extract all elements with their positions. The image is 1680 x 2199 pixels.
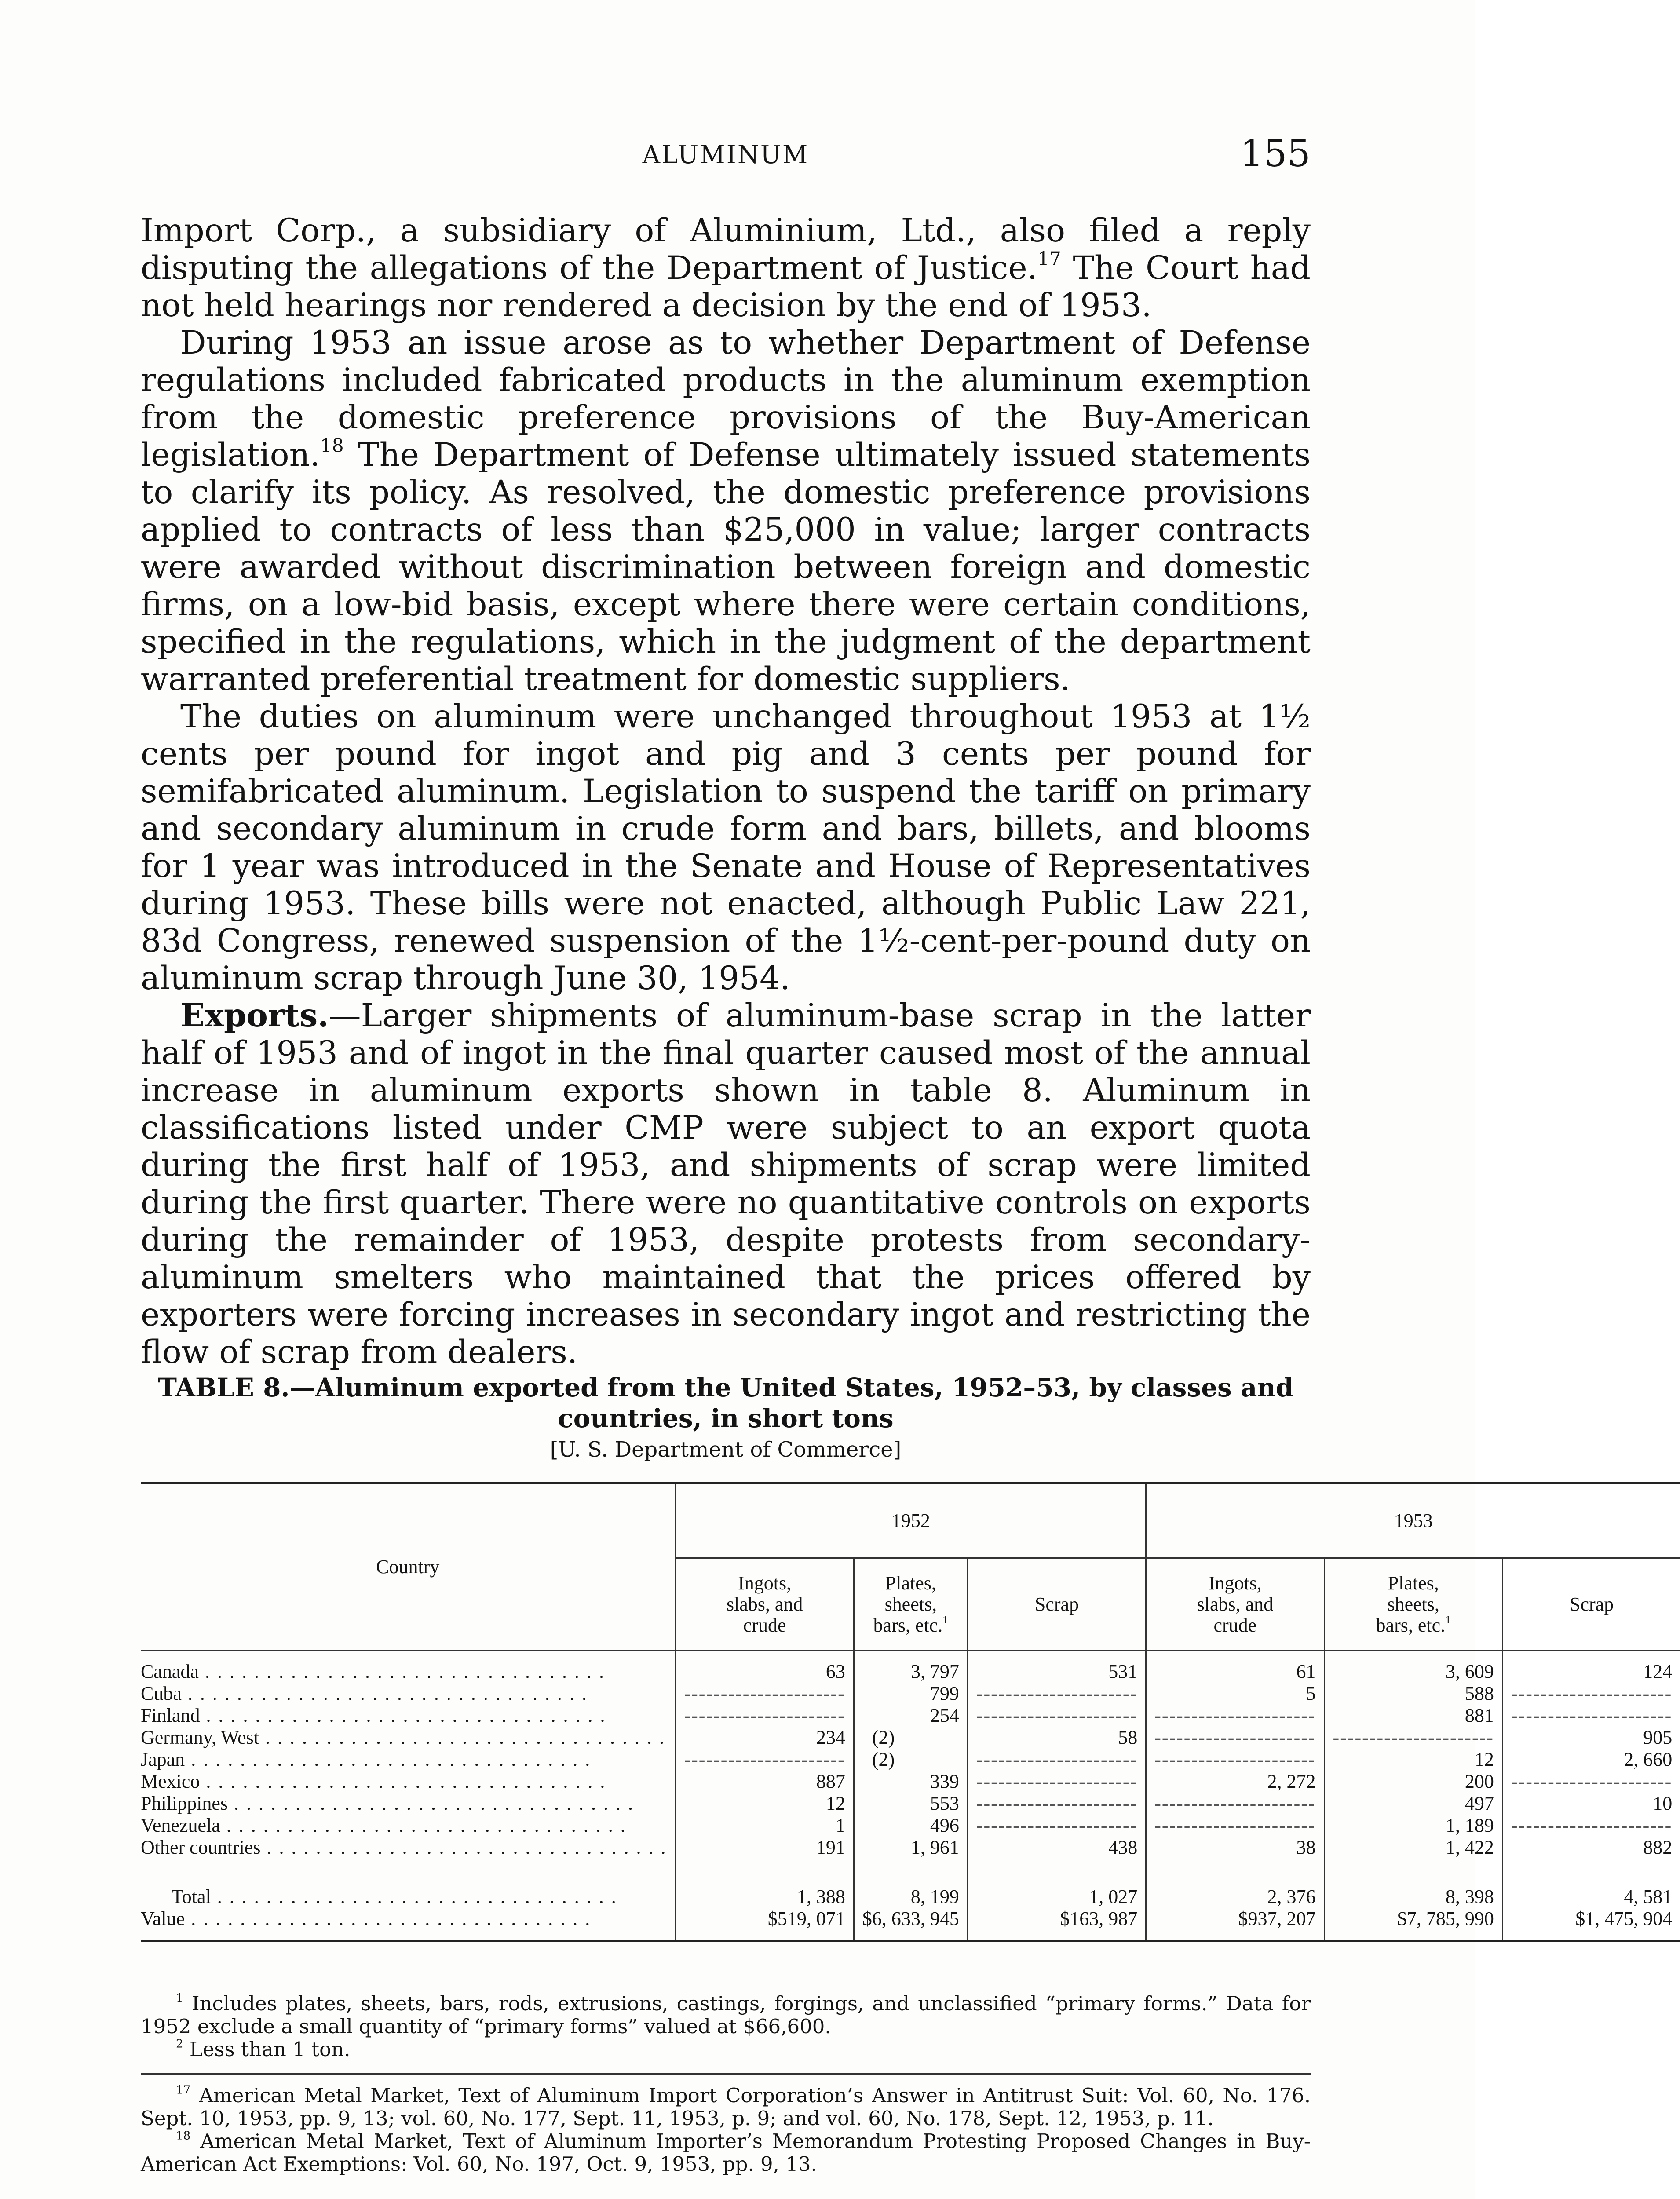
value-cell: 8, 398	[1324, 1886, 1502, 1908]
empty-cell: ----------------------	[968, 1815, 1146, 1837]
empty-cell: ----------------------	[968, 1705, 1146, 1727]
table-title-line-1: TABLE 8.—Aluminum exported from the United States, 1952–53, by classes and	[157, 1373, 1294, 1403]
paragraph-2	[141, 324, 1311, 698]
table-row	[141, 1886, 1680, 1908]
value-cell: 339	[854, 1771, 968, 1793]
value-cell: 1, 189	[1324, 1815, 1502, 1837]
header-col-1	[676, 1558, 854, 1651]
exports-table	[141, 1482, 1680, 1942]
header-col-3	[968, 1558, 1146, 1651]
row-country-name: Canada	[141, 1661, 199, 1682]
leader-dots: . . . . . . . . . . . . . . . . . . . . . . . . . . . . . . . . .	[259, 1727, 665, 1748]
footnote-18-text: American Metal Market, Text of Aluminum Importer’s Memorandum Protesting Proposed Changes in Buy-American Act Exemptions: Vol. 60, No. 197, Oct. 9, 1953, pp. 9, 13.	[141, 2130, 1311, 2176]
row-label	[141, 1815, 676, 1837]
spacer-cell	[854, 1868, 968, 1886]
notes-section	[141, 1992, 1311, 2176]
value-cell: 3, 609	[1324, 1651, 1502, 1683]
paragraph-1-text: Import Corp., a subsidiary of Aluminium, Ltd., also filed a reply disputing the allegations of the Department of Justice.	[141, 212, 1311, 287]
row-label	[141, 1837, 676, 1868]
footnote-18-mark: 18	[176, 2129, 191, 2143]
header-col-5-line-1: Plates,	[1388, 1572, 1439, 1594]
empty-cell: ----------------------	[1324, 1727, 1502, 1749]
leader-dots: . . . . . . . . . . . . . . . . . . . . . . . . . . . . . . . . .	[181, 1683, 588, 1704]
header-col-6	[1502, 1558, 1680, 1651]
row-country-name: Total	[172, 1886, 211, 1907]
header-col-1-line-1: Ingots,	[738, 1572, 792, 1594]
empty-cell: ----------------------	[968, 1793, 1146, 1815]
spacer-cell	[141, 1868, 676, 1886]
table-title-line-2: countries, in short tons	[558, 1403, 894, 1433]
leader-dots: . . . . . . . . . . . . . . . . . . . . . . . . . . . . . . . . .	[200, 1705, 606, 1726]
paragraph-2-text: During 1953 an issue arose as to whether Department of Defense regulations included fabricated products in the aluminum exemption from the domestic preference provisions of the Buy-American legislation.	[141, 324, 1311, 474]
row-label	[141, 1727, 676, 1749]
table-row	[141, 1683, 1680, 1705]
header-col-2	[854, 1558, 968, 1651]
header-col-2-line-3-wrap	[859, 1615, 963, 1636]
value-cell: 12	[676, 1793, 854, 1815]
empty-cell: ----------------------	[676, 1749, 854, 1771]
empty-cell: ----------------------	[1146, 1749, 1324, 1771]
header-col-4-line-3: crude	[1213, 1614, 1257, 1636]
footnote-ref-17: 17	[1037, 248, 1061, 270]
table-row	[141, 1793, 1680, 1815]
footnote-17-mark: 17	[176, 2083, 191, 2097]
leader-dots: . . . . . . . . . . . . . . . . . . . . . . . . . . . . . . . . .	[260, 1837, 667, 1858]
header-col-5-line-3-wrap	[1329, 1615, 1497, 1636]
leader-dots: . . . . . . . . . . . . . . . . . . . . . . . . . . . . . . . . .	[200, 1771, 606, 1792]
header-col-6-line-1: Scrap	[1569, 1593, 1614, 1615]
value-cell: 2, 272	[1146, 1771, 1324, 1793]
table-row	[141, 1705, 1680, 1727]
paragraph-4-text: —Larger shipments of aluminum-base scrap in the latter half of 1953 and of ingot in the final quarter caused most of the annual increase in aluminum exports shown in table 8. Aluminum in classifications listed under CMP were subject to an export quota during the first half of 1953, and shipments of scrap were limited during the first quarter. There were no quantitative controls on exports during the remainder of 1953, despite protests from secondary-aluminum smelters who maintained that the prices offered by exporters were forcing increases in secondary ingot and restricting the flow of scrap from dealers.	[141, 997, 1311, 1371]
paragraph-2-text-cont: The Department of Defense ultimately issued statements to clarify its policy. As resolved, the domestic preference provisions applied to contracts of less than $25,000 in value; larger contracts were awarded without discrimination between foreign and domestic firms, on a low-bid basis, except where there were certain conditions, specified in the regulations, which in the judgment of the department warranted preferential treatment for domestic suppliers.	[141, 436, 1311, 698]
value-cell: $163, 987	[968, 1908, 1146, 1941]
value-cell: 1, 027	[968, 1886, 1146, 1908]
paragraph-4	[141, 997, 1311, 1371]
leader-dots: . . . . . . . . . . . . . . . . . . . . . . . . . . . . . . . . .	[185, 1749, 592, 1770]
value-cell: 553	[854, 1793, 968, 1815]
value-cell: 799	[854, 1683, 968, 1705]
value-cell: 38	[1146, 1837, 1324, 1868]
header-col-2-line-2: sheets,	[884, 1593, 937, 1615]
value-cell: 881	[1324, 1705, 1502, 1727]
value-cell: 887	[676, 1771, 854, 1793]
value-cell: 531	[968, 1651, 1146, 1683]
spacer-cell	[968, 1868, 1146, 1886]
footnote-18	[141, 2130, 1311, 2176]
table-caption	[141, 1372, 1311, 1464]
value-cell: $7, 785, 990	[1324, 1908, 1502, 1941]
paragraph-1	[141, 212, 1311, 324]
value-cell: $519, 071	[676, 1908, 854, 1941]
row-label	[141, 1886, 676, 1908]
row-country-name: Venezuela	[141, 1815, 220, 1836]
value-cell: 63	[676, 1651, 854, 1683]
row-country-name: Japan	[141, 1749, 185, 1770]
table-row	[141, 1749, 1680, 1771]
footnote-17	[141, 2084, 1311, 2130]
row-label	[141, 1651, 676, 1683]
running-head-title: ALUMINUM	[642, 141, 809, 169]
leader-dots: . . . . . . . . . . . . . . . . . . . . . . . . . . . . . . . . .	[185, 1908, 592, 1929]
empty-cell: ----------------------	[676, 1683, 854, 1705]
value-cell: $6, 633, 945	[854, 1908, 968, 1941]
value-cell: 1, 422	[1324, 1837, 1502, 1868]
paragraph-1-text-cont: The Court had not held hearings nor rendered a decision by the end of 1953.	[141, 249, 1311, 324]
table-spacer-row	[141, 1868, 1680, 1886]
footnote-divider	[141, 2073, 1311, 2075]
footnote-17-text: American Metal Market, Text of Aluminum Import Corporation’s Answer in Antitrust Suit: Vol. 60, No. 176. Sept. 10, 1953, pp. 9, 13; vol. 60, No. 177, Sept. 11, 1953, p. 9; and vol. 60, No. 178, Sept. 12, 1953, p. 11.	[141, 2084, 1311, 2130]
row-label	[141, 1749, 676, 1771]
header-col-1-line-2: slabs, and	[726, 1593, 803, 1615]
empty-cell: ----------------------	[1502, 1683, 1680, 1705]
empty-cell: ----------------------	[1146, 1705, 1324, 1727]
empty-cell: ----------------------	[968, 1771, 1146, 1793]
header-col-4-line-2: slabs, and	[1197, 1593, 1274, 1615]
header-col-2-note-ref: 1	[942, 1613, 948, 1626]
header-col-1-line-3: crude	[743, 1614, 786, 1636]
table-row	[141, 1727, 1680, 1749]
empty-cell: ----------------------	[1146, 1793, 1324, 1815]
body-text	[141, 212, 1311, 1371]
empty-cell: ----------------------	[1502, 1705, 1680, 1727]
row-label	[141, 1683, 676, 1705]
value-cell: 234	[676, 1727, 854, 1749]
value-cell: $937, 207	[1146, 1908, 1324, 1941]
note-cell: (2)	[854, 1727, 968, 1749]
table-row	[141, 1837, 1680, 1868]
value-cell: 5	[1146, 1683, 1324, 1705]
leader-dots: . . . . . . . . . . . . . . . . . . . . . . . . . . . . . . . . .	[211, 1886, 617, 1907]
footnote-ref-18: 18	[320, 435, 344, 457]
empty-cell: ----------------------	[968, 1749, 1146, 1771]
value-cell: 8, 199	[854, 1886, 968, 1908]
table-row	[141, 1908, 1680, 1941]
leader-dots: . . . . . . . . . . . . . . . . . . . . . . . . . . . . . . . . .	[228, 1793, 635, 1814]
table-note-2-text: Less than 1 ton.	[189, 2038, 351, 2061]
value-cell: 61	[1146, 1651, 1324, 1683]
table-source: [U. S. Department of Commerce]	[550, 1437, 902, 1462]
paragraph-3: The duties on aluminum were unchanged throughout 1953 at 1½ cents per pound for ingot and pig and 3 cents per pound for semifabricated aluminum. Legislation to suspend the tariff on primary and secondary aluminum in crude form and bars, billets, and blooms for 1 year was introduced in the Senate and House of Representatives during 1953. These bills were not enacted, although Public Law 221, 83d Congress, renewed suspension of the 1½-cent-per-pound duty on aluminum scrap through June 30, 1954.	[141, 698, 1311, 997]
value-cell: 10	[1502, 1793, 1680, 1815]
row-country-name: Finland	[141, 1705, 200, 1726]
value-cell: 254	[854, 1705, 968, 1727]
header-country: Country	[141, 1483, 676, 1651]
empty-cell: ----------------------	[1502, 1815, 1680, 1837]
header-col-5	[1324, 1558, 1502, 1651]
value-cell: 4, 581	[1502, 1886, 1680, 1908]
value-cell: 58	[968, 1727, 1146, 1749]
value-cell: 496	[854, 1815, 968, 1837]
header-year-1952: 1952	[676, 1483, 1146, 1558]
row-label	[141, 1793, 676, 1815]
value-cell: 1	[676, 1815, 854, 1837]
empty-cell: ----------------------	[1146, 1815, 1324, 1837]
exports-run-in-head: Exports.	[180, 997, 329, 1034]
header-col-4	[1146, 1558, 1324, 1651]
table-note-1-mark: 1	[176, 1991, 183, 2005]
value-cell: $1, 475, 904	[1502, 1908, 1680, 1941]
table-note-1-text: Includes plates, sheets, bars, rods, extrusions, castings, forgings, and unclassified “primary forms.” Data for 1952 exclude a small quantity of “primary forms” valued at $66,600.	[141, 1992, 1311, 2038]
header-col-5-line-3: bars, etc.	[1376, 1614, 1446, 1636]
header-col-4-line-1: Ingots,	[1208, 1572, 1262, 1594]
value-cell: 1, 961	[854, 1837, 968, 1868]
row-country-name: Philippines	[141, 1793, 228, 1814]
spacer-cell	[676, 1868, 854, 1886]
running-head	[141, 132, 1311, 185]
value-cell: 200	[1324, 1771, 1502, 1793]
header-col-2-line-1: Plates,	[885, 1572, 936, 1594]
empty-cell: ----------------------	[676, 1705, 854, 1727]
header-col-5-line-2: sheets,	[1387, 1593, 1439, 1615]
row-country-name: Germany, West	[141, 1727, 259, 1748]
spacer-cell	[1324, 1868, 1502, 1886]
note-cell: (2)	[854, 1749, 968, 1771]
table-row	[141, 1815, 1680, 1837]
leader-dots: . . . . . . . . . . . . . . . . . . . . . . . . . . . . . . . . .	[198, 1661, 605, 1682]
table-row	[141, 1651, 1680, 1683]
empty-cell: ----------------------	[968, 1683, 1146, 1705]
table-note-1	[141, 1992, 1311, 2038]
leader-dots: . . . . . . . . . . . . . . . . . . . . . . . . . . . . . . . . .	[220, 1815, 627, 1836]
spacer-cell	[1502, 1868, 1680, 1886]
row-country-name: Cuba	[141, 1683, 182, 1704]
table-note-2-mark: 2	[176, 2037, 183, 2051]
value-cell: 588	[1324, 1683, 1502, 1705]
value-cell: 2, 376	[1146, 1886, 1324, 1908]
value-cell: 1, 388	[676, 1886, 854, 1908]
empty-cell: ----------------------	[1502, 1771, 1680, 1793]
row-country-name: Mexico	[141, 1771, 200, 1792]
row-label	[141, 1705, 676, 1727]
page-number: 155	[1240, 132, 1311, 175]
header-col-3-line-1: Scrap	[1034, 1593, 1079, 1615]
header-col-2-line-3: bars, etc.	[873, 1614, 943, 1636]
spacer-cell	[1146, 1868, 1324, 1886]
value-cell: 191	[676, 1837, 854, 1868]
row-label	[141, 1908, 676, 1941]
empty-cell: ----------------------	[1146, 1727, 1324, 1749]
header-col-5-note-ref: 1	[1445, 1613, 1451, 1626]
value-cell: 2, 660	[1502, 1749, 1680, 1771]
value-cell: 882	[1502, 1837, 1680, 1868]
row-label	[141, 1771, 676, 1793]
value-cell: 497	[1324, 1793, 1502, 1815]
value-cell: 438	[968, 1837, 1146, 1868]
value-cell: 124	[1502, 1651, 1680, 1683]
table-row	[141, 1771, 1680, 1793]
value-cell: 12	[1324, 1749, 1502, 1771]
header-year-1953: 1953	[1146, 1483, 1680, 1558]
row-country-name: Value	[141, 1908, 185, 1929]
table-note-2	[141, 2038, 1311, 2061]
row-country-name: Other countries	[141, 1837, 261, 1858]
value-cell: 905	[1502, 1727, 1680, 1749]
value-cell: 3, 797	[854, 1651, 968, 1683]
